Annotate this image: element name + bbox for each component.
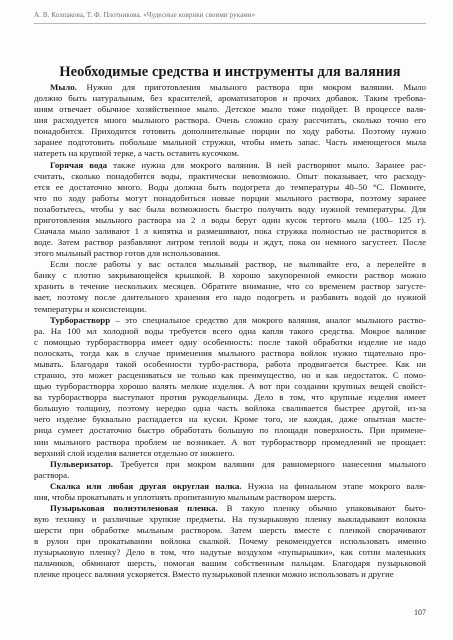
- line-text: В такую пленку обычно упаковывают быто-: [226, 502, 426, 513]
- line-text: в рулон при прокатывании войлока скалкой. Почему рекомендуется использовать именно: [34, 536, 426, 547]
- text-line: [34, 215, 426, 226]
- page-number: 107: [414, 608, 426, 617]
- line-text: воде. Затем раствор разбавляют литром теплой воды и ждут, пока он немного загустеет. После: [34, 237, 426, 248]
- text-line: [34, 270, 426, 281]
- text-line: [34, 304, 426, 315]
- line-text: вает, поэтому после длительного хранения его надо подогреть и разбавить водой до нужной: [34, 292, 426, 303]
- text-line: [34, 237, 426, 248]
- paragraph: [34, 259, 426, 314]
- text-line: [34, 226, 426, 237]
- text-line: [34, 437, 426, 448]
- text-line: [34, 160, 426, 171]
- paragraph-term: Скалка или любая другая округлая палка.: [50, 480, 242, 491]
- text-line: [34, 481, 426, 492]
- paragraph-term: Турборастворр: [50, 314, 111, 325]
- text-line: [34, 425, 426, 436]
- line-text: верхний слой изделия валяется отдельно от нижнего.: [34, 447, 235, 458]
- line-text: ется ее достаточно много. Воды должна быть подогрета до температуры 40–50 °С. Помните,: [34, 181, 426, 192]
- line-text: температуры и консистенции.: [34, 303, 147, 314]
- line-text: позаботьтесь, чтобы у вас была возможность быстро получить воду нужной температуры. Для: [34, 203, 426, 214]
- header-rule: [34, 23, 426, 24]
- line-text: – это специальное средство для мокрого валяния, аналог мыльного раство-: [115, 314, 426, 325]
- text-line: [34, 204, 426, 215]
- line-text: ва турборастворра выступают против рукодельницы. Дело в том, что крупные изделия имеет: [34, 392, 426, 403]
- line-text: натереть на крупной терке, а часть оставить кусочком.: [34, 148, 240, 159]
- line-text: понадобится. Приходится готовить дополнительные порции по ходу работы. Поэтому нужно: [34, 126, 426, 137]
- line-text: пленке процесс валяния ускоряется. Вместо пузырьковой пленки можно использовать и другие: [34, 569, 394, 580]
- line-text: вую технику и различные хрупкие предметы. На пузырьковую пленку выкладывают волокна: [34, 514, 426, 525]
- line-text: с помощью турборастворра имеет одну особенность: после такой обработки изделие не надо: [34, 336, 426, 347]
- line-text: полоскать, тогда как в случае применения мыльного раствора войлок нужно тщательно про-: [34, 347, 426, 358]
- line-text: мывать. Благодаря такой особенности турбо-раствора, работа продвигается быстрее. Как ни: [34, 358, 426, 369]
- chapter-title: Необходимые средства и инструменты для валяния: [59, 64, 401, 80]
- text-line: [34, 193, 426, 204]
- line-text: рица сумеет достаточно быстро обработать большую по площади поверхность. При примене-: [34, 425, 426, 436]
- line-text: считать, сколько понадобится воды, практически невозможно. Опыт показывает, что расходу-: [34, 170, 426, 181]
- line-text: ниям отвечает обычное хозяйственное мыло. Детское мыло тоже подойдет. В процессе валя-: [34, 104, 426, 115]
- paragraph-term: Пульверизатор.: [50, 458, 113, 469]
- text-line: [34, 547, 426, 558]
- text-line: [34, 104, 426, 115]
- line-text: чего изделие буквально распадается на куски. Кроме того, не каждая, даже опытная масте-: [34, 414, 426, 425]
- line-text: шерсти при обработке мыльным раствором. Затем шерсть вместе с пленкой сворачивают: [34, 525, 426, 536]
- text-line: [34, 292, 426, 303]
- text-line: [34, 82, 426, 93]
- paragraph-term: Горячая вода: [50, 159, 108, 170]
- line-text: также нужна для мокрого валяния. В ней растворяют мыло. Заранее рас-: [113, 159, 426, 170]
- text-line: [34, 148, 426, 159]
- text-line: [34, 359, 426, 370]
- text-line: [34, 503, 426, 514]
- line-text: должно быть натуральным, без красителей, ароматизаторов и прочих добавок. Таким требова-: [34, 93, 426, 104]
- paragraph: [34, 481, 426, 503]
- text-line: [34, 392, 426, 403]
- text-line: [34, 137, 426, 148]
- text-line: [34, 470, 426, 481]
- line-text: банку с плотно закрывающейся крышкой. В хорошо закупоренной емкости раствор можно: [34, 270, 426, 281]
- line-text: что по ходу работы могут понадобиться новые порции мыльного раствора, поэтому заранее: [34, 192, 426, 203]
- line-text: Если после работы у вас остался мыльный раствор, не выливайте его, а перелейте в: [50, 259, 426, 270]
- text-line: [34, 381, 426, 392]
- paragraph: [34, 315, 426, 459]
- line-text: странно, это может расцениваться не только как преимущество, но и как недостаток. С помо-: [34, 370, 426, 381]
- line-text: ния расходуется много мыльного раствора. Очень сложно сразу рассчитать, сколько точно его: [34, 115, 426, 126]
- line-text: раствора.: [34, 469, 70, 480]
- text-line: [34, 93, 426, 104]
- line-text: приготовления мыльного раствора на 2 л воды берут один кусок тертого мыла (100– 125 г).: [34, 214, 426, 225]
- line-text: щью турборастворра хорошо валять мелкие изделия. А вот при создании крупных вещей свойст-: [34, 381, 426, 392]
- line-text: Требуется при мокром валянии для равномерного нанесения мыльного: [120, 458, 426, 469]
- text-line: [34, 171, 426, 182]
- text-line: [34, 448, 426, 459]
- text-line: [34, 337, 426, 348]
- text-line: [34, 536, 426, 547]
- paragraph-term: Мыло.: [50, 82, 77, 92]
- line-text: этого мыльный раствор готов для использования.: [34, 248, 221, 259]
- text-line: [34, 459, 426, 470]
- text-line: [34, 348, 426, 359]
- line-text: нии мыльного раствора проблем не возникает. А вот турборастворр промедлений не прощает:: [34, 436, 426, 447]
- text-line: [34, 514, 426, 525]
- text-line: [34, 569, 426, 580]
- line-text: Сначала мыло заливают 1 л кипятка и размешивают, пока стружка полностью не растворится в: [34, 226, 426, 237]
- line-text: пузырьковую пленку? Дело в том, что надутые воздухом «пупырышки», как сотни маленьких: [34, 547, 426, 558]
- paragraph: [34, 503, 426, 581]
- paragraph: [34, 82, 426, 160]
- body-text: [34, 82, 426, 581]
- paragraph: [34, 160, 426, 260]
- text-line: [34, 315, 426, 326]
- line-text: пальчиков, обминают шерсть, помогая вашим собственным пальцам. Благодаря пузырьковой: [34, 558, 426, 569]
- line-text: Нужно для приготовления мыльного раствора при мокром валянии. Мыло: [86, 82, 426, 92]
- running-header: А. В. Колпакова, Т. Ф. Плотникова. «Чудесные коврики своими руками»: [34, 11, 256, 19]
- line-text: Нужна на финальном этапе мокрого валя-: [247, 480, 426, 491]
- line-text: ния, чтобы прокатывать и уплотнять пропитанную мыльным раствором шерсть.: [34, 491, 337, 502]
- text-line: [34, 259, 426, 270]
- text-line: [34, 414, 426, 425]
- text-line: [34, 326, 426, 337]
- text-line: [34, 492, 426, 503]
- text-line: [34, 558, 426, 569]
- text-line: [34, 126, 426, 137]
- paragraph-term: Пузырьковая полиэтиленовая пленка.: [50, 502, 218, 513]
- text-line: [34, 403, 426, 414]
- text-line: [34, 248, 426, 259]
- text-line: [34, 115, 426, 126]
- paragraph: [34, 459, 426, 481]
- text-line: [34, 525, 426, 536]
- text-line: [34, 370, 426, 381]
- text-line: [34, 281, 426, 292]
- line-text: ра. На 100 мл холодной воды требуется всего одна капля такого средства. Мокрое валяние: [34, 325, 426, 336]
- line-text: хранить в течение нескольких месяцев. Обратите внимание, что со временем раствор загусте-: [34, 281, 426, 292]
- line-text: большую толщину, поэтому нередко одна часть войлока сваливается быстрее другой, из-за: [34, 403, 426, 414]
- line-text: заранее подготовить побольше мыльной стружки, чтобы иметь запас. Часть имеющегося мыла: [34, 137, 426, 148]
- text-line: [34, 182, 426, 193]
